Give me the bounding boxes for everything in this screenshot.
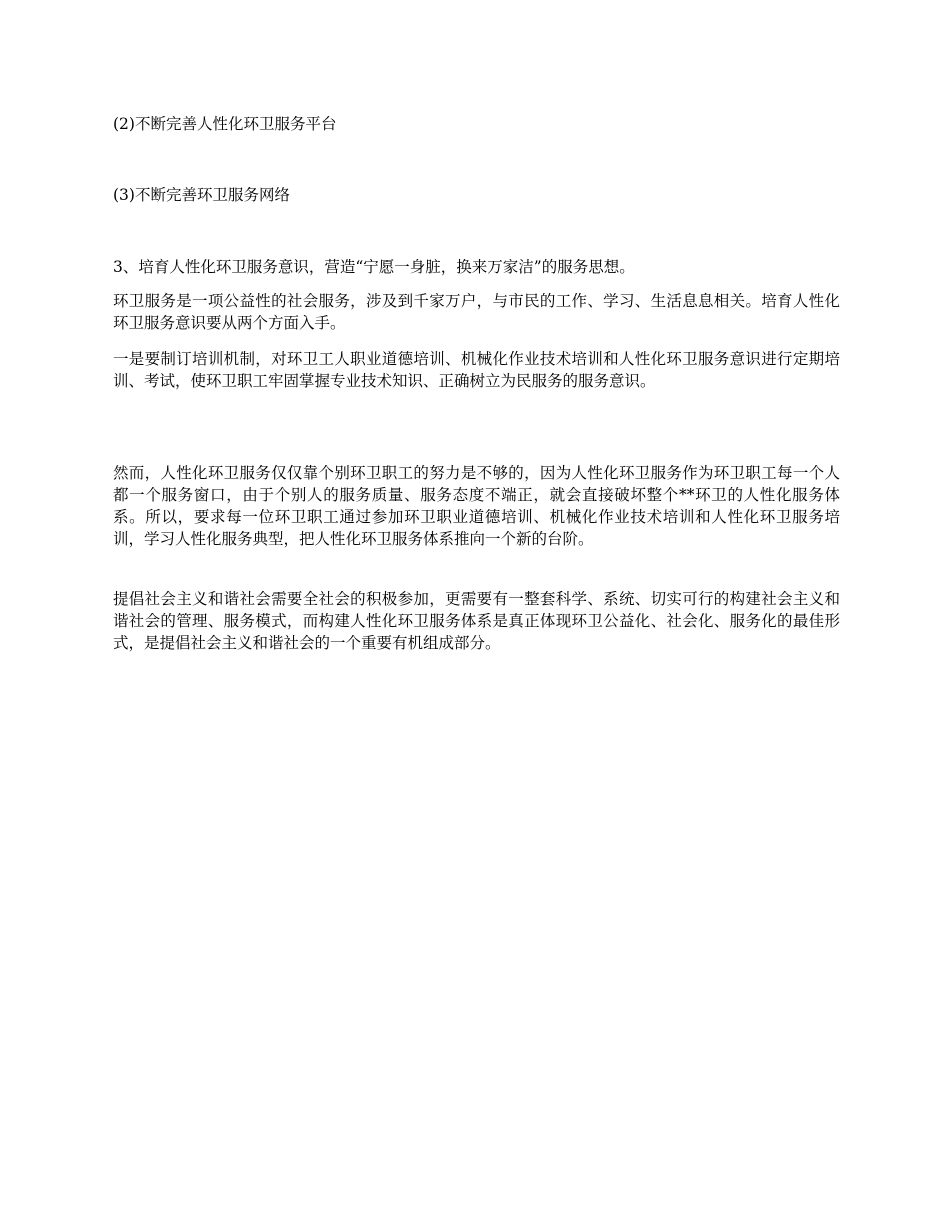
subheading-2: (2)不断完善人性化环卫服务平台: [113, 115, 337, 133]
paragraph-however: 然而，人性化环卫服务仅仅靠个别环卫职工的努力是不够的，因为人性化环卫服务作为环卫职工每一个人都一个服务窗口，由于个别人的服务质量、服务态度不端正，就会直接破坏整个**环卫的人性化服务体系。所以，要求每一位环卫职工通过参加环卫职业道德培训、机械化作业技术培训和人性化环卫服务培训，学习人性化服务典型，把人性化环卫服务体系推向一个新的台阶。: [113, 464, 840, 548]
paragraph-harmonious-society: 提倡社会主义和谐社会需要全社会的积极参加，更需要有一整套科学、系统、切实可行的构建社会主义和谐社会的管理、服务模式，而构建人性化环卫服务体系是真正体现环卫公益化、社会化、服务化的最佳形式，是提倡社会主义和谐社会的一个重要有机组成部分。: [113, 590, 840, 652]
section-heading-3: 3、培育人性化环卫服务意识，营造“宁愿一身脏，换来万家洁”的服务思想。: [113, 258, 635, 276]
subheading-3: (3)不断完善环卫服务网络: [113, 186, 290, 204]
paragraph-service-intro: 环卫服务是一项公益性的社会服务，涉及到千家万户，与市民的工作、学习、生活息息相关。培育人性化环卫服务意识要从两个方面入手。: [113, 292, 840, 332]
paragraph-training: 一是要制订培训机制，对环卫工人职业道德培训、机械化作业技术培训和人性化环卫服务意识进行定期培训、考试，使环卫职工牢固掌握专业技术知识、正确树立为民服务的服务意识。: [113, 350, 840, 390]
